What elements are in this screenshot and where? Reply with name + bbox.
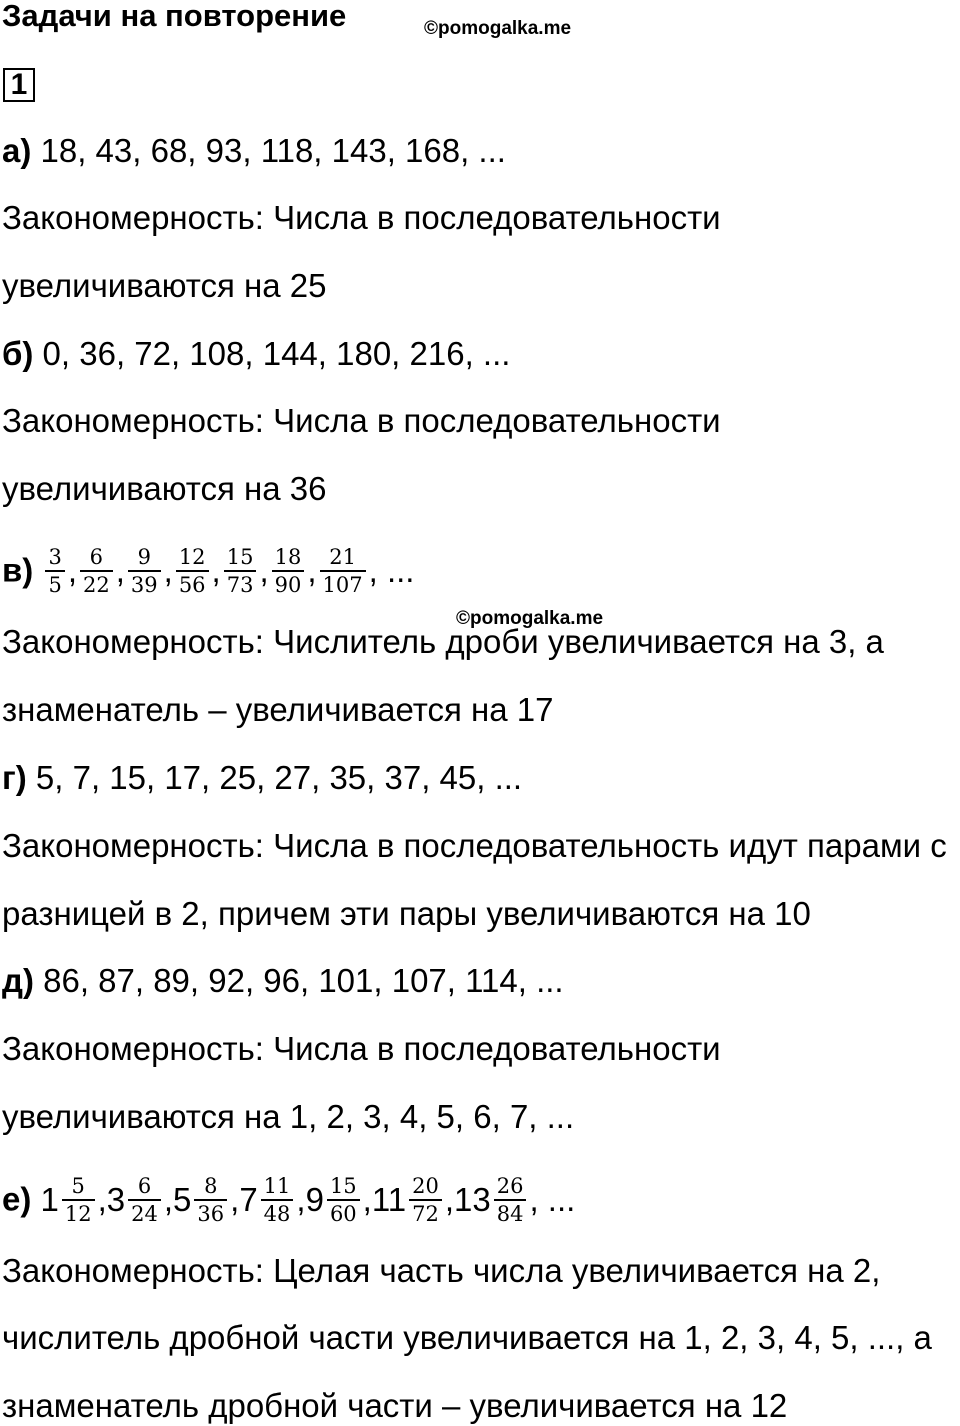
item-e-rule-line1: Закономерность: Целая часть числа увеличивается на 2,: [2, 1252, 881, 1289]
item-v-fraction-denominator: 39: [130, 573, 158, 597]
item-e-separator: ,: [230, 1180, 240, 1218]
item-b-rule-line1: Закономерность: Числа в последовательности: [2, 402, 721, 439]
item-v-fractions: [33, 545, 415, 597]
item-e-separator: ,: [97, 1180, 107, 1218]
item-a-rule-line2: увеличиваются на 25: [2, 267, 327, 304]
watermark-mid: ©pomogalka.me: [456, 608, 604, 629]
item-b-sequence-line: [2, 334, 510, 374]
item-v-fraction-denominator: 5: [48, 573, 62, 597]
item-e-separator: ,: [444, 1180, 455, 1218]
item-e-fraction: [128, 1173, 161, 1227]
item-e-whole-part: 9: [305, 1180, 324, 1218]
item-e-fraction: [261, 1173, 294, 1227]
item-g-sequence-line: [2, 758, 522, 798]
item-v-fraction: [224, 544, 257, 598]
item-e-sequence-line: [2, 1175, 575, 1229]
watermark-top: ©pomogalka.me: [424, 18, 572, 39]
item-b-sequence: 0, 36, 72, 108, 144, 180, 216, ...: [42, 335, 511, 372]
item-e-separator: ,: [362, 1180, 372, 1218]
item-e-fraction-denominator: 60: [329, 1202, 357, 1226]
item-e-whole-part: 3: [106, 1180, 126, 1218]
item-a-label: а): [2, 132, 32, 169]
item-v-separator: ,: [211, 551, 221, 589]
item-e-fraction-denominator: 24: [131, 1202, 158, 1226]
item-v-fraction-denominator: 56: [178, 573, 206, 597]
item-v-fraction-numerator: 3: [45, 544, 64, 572]
item-e-fraction: [327, 1173, 360, 1227]
item-e-fraction-numerator: 6: [128, 1173, 161, 1201]
item-d-rule-line2: увеличиваются на 1, 2, 3, 4, 5, 6, 7, ...: [2, 1098, 575, 1135]
item-e-rule-line3: знаменатель дробной части – увеличивается на 12: [2, 1387, 788, 1424]
item-e-rule-line2: числитель дробной части увеличивается на 1, 2, 3, 4, 5, ..., а: [2, 1319, 932, 1356]
item-e-fraction-denominator: 72: [412, 1202, 439, 1226]
item-v-fraction-numerator: 15: [224, 544, 257, 572]
item-a-rule-line1: Закономерность: Числа в последовательности: [2, 199, 721, 236]
item-v-fraction: [320, 544, 366, 598]
item-a-sequence: 18, 43, 68, 93, 118, 143, 168, ...: [40, 132, 506, 169]
item-e-fraction-numerator: 26: [494, 1173, 527, 1201]
item-e-fraction-denominator: 48: [263, 1202, 291, 1226]
item-v-ending: , ...: [368, 551, 415, 589]
item-v-fraction-denominator: 107: [322, 573, 363, 597]
item-v-separator: ,: [115, 551, 125, 589]
item-v-fraction-numerator: 6: [80, 544, 113, 572]
item-e-fraction-numerator: 15: [327, 1173, 360, 1201]
item-g-label: г): [2, 759, 27, 796]
item-e-ending: , ...: [529, 1180, 576, 1218]
item-v-fraction: [80, 544, 113, 598]
item-e-fraction-numerator: 5: [62, 1173, 95, 1201]
item-v-sequence-line: [2, 546, 414, 600]
item-v-rule-line2: знаменатель – увеличивается на 17: [2, 691, 554, 728]
item-g-rule-line1: Закономерность: Числа в последовательность идут парами с: [2, 827, 947, 864]
item-e-fraction: [409, 1173, 442, 1227]
item-v-fraction-numerator: 9: [128, 544, 161, 572]
item-e-whole-part: 5: [173, 1180, 192, 1218]
item-d-rule-line1: Закономерность: Числа в последовательности: [2, 1030, 721, 1067]
item-v-fraction-denominator: 90: [274, 573, 302, 597]
item-e-fraction-denominator: 84: [496, 1202, 524, 1226]
item-v-fraction-numerator: 21: [320, 544, 366, 572]
item-d-sequence-line: [2, 961, 564, 1001]
item-e-label: е): [2, 1180, 32, 1218]
item-e-fraction-denominator: 36: [197, 1202, 225, 1226]
item-v-separator: ,: [67, 551, 77, 589]
item-v-fraction: [272, 544, 305, 598]
item-e-separator: ,: [163, 1180, 174, 1218]
item-e-whole-part: 13: [454, 1180, 491, 1218]
item-g-rule-line2: разницей в 2, причем эти пары увеличиваются на 10: [2, 895, 811, 932]
item-v-fraction-numerator: 18: [272, 544, 305, 572]
item-e-fraction: [494, 1173, 527, 1227]
item-e-mixed-numbers: [31, 1174, 576, 1226]
item-v-fraction-numerator: 12: [176, 544, 209, 572]
item-v-rule-line1: Закономерность: Числитель дроби увеличивается на 3, а: [2, 623, 884, 660]
item-v-label: в): [2, 551, 34, 589]
item-e-separator: ,: [296, 1180, 306, 1218]
item-d-label: д): [2, 962, 34, 999]
item-v-fraction: [176, 544, 209, 598]
item-e-whole-part: 1: [40, 1180, 59, 1218]
item-e-fraction: [194, 1173, 227, 1227]
page-title: Задачи на повторение: [2, 0, 347, 33]
item-v-fraction: [128, 544, 161, 598]
item-e-fraction-denominator: 12: [64, 1202, 92, 1226]
item-e-fraction-numerator: 8: [194, 1173, 227, 1201]
item-e-fraction: [62, 1173, 95, 1227]
item-v-fraction-denominator: 73: [226, 573, 254, 597]
item-e-whole-part: 7: [239, 1180, 258, 1218]
item-v-fraction: [45, 544, 64, 598]
item-v-separator: ,: [307, 551, 317, 589]
item-b-label: б): [2, 335, 34, 372]
item-v-separator: ,: [163, 551, 173, 589]
item-e-fraction-numerator: 11: [261, 1173, 294, 1201]
task-number-box: 1: [3, 68, 35, 102]
item-v-separator: ,: [259, 551, 269, 589]
item-e-fraction-numerator: 20: [409, 1173, 442, 1201]
item-b-rule-line2: увеличиваются на 36: [2, 470, 327, 507]
item-g-sequence: 5, 7, 15, 17, 25, 27, 35, 37, 45, ...: [35, 759, 523, 796]
item-d-sequence: 86, 87, 89, 92, 96, 101, 107, 114, ...: [43, 962, 564, 999]
item-e-whole-part: 11: [371, 1180, 407, 1218]
item-v-fraction-denominator: 22: [83, 573, 110, 597]
item-a-sequence-line: [2, 131, 506, 171]
